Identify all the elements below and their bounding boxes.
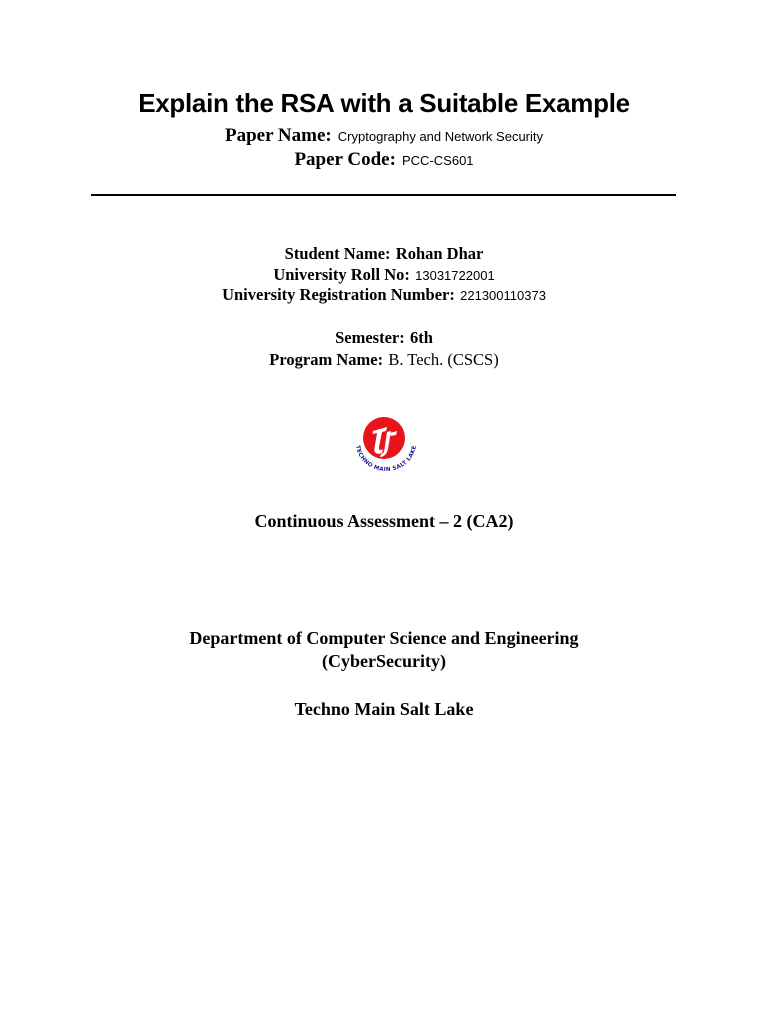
assessment-title: Continuous Assessment – 2 (CA2) (254, 511, 514, 531)
student-name-label: Student Name: (284, 244, 391, 263)
semester-label: Semester: (335, 328, 405, 347)
document-title: Explain the RSA with a Suitable Example (138, 88, 630, 118)
roll-number-label: University Roll No: (273, 265, 410, 284)
registration-number-value: 221300110373 (460, 288, 546, 303)
paper-code-value: PCC-CS601 (402, 153, 474, 168)
registration-number-label: University Registration Number: (222, 285, 455, 304)
student-name-value: Rohan Dhar (395, 244, 484, 263)
techno-main-salt-lake-logo-icon (351, 413, 421, 471)
registration-number-line (0, 285, 768, 305)
department-specialization: (CyberSecurity) (322, 651, 446, 671)
logo-text: TECHNO MAIN SALT LAKE (354, 444, 418, 471)
department-name: Department of Computer Science and Engineering (189, 628, 579, 648)
program-name-line (0, 350, 768, 370)
paper-name-line (0, 124, 768, 147)
paper-name-value: Cryptography and Network Security (337, 129, 543, 144)
semester-value: 6th (409, 328, 433, 347)
student-name-line (0, 244, 768, 264)
paper-code-line (0, 148, 768, 171)
roll-number-value: 13031722001 (415, 268, 495, 283)
program-name-label: Program Name: (269, 350, 384, 369)
paper-code-label: Paper Code: (294, 149, 396, 170)
institute-name: Techno Main Salt Lake (294, 699, 474, 719)
roll-number-line (0, 265, 768, 285)
paper-name-label: Paper Name: (224, 125, 332, 146)
semester-line (0, 328, 768, 348)
program-name-value: B. Tech. (CSCS) (388, 350, 499, 369)
horizontal-divider (91, 194, 676, 196)
